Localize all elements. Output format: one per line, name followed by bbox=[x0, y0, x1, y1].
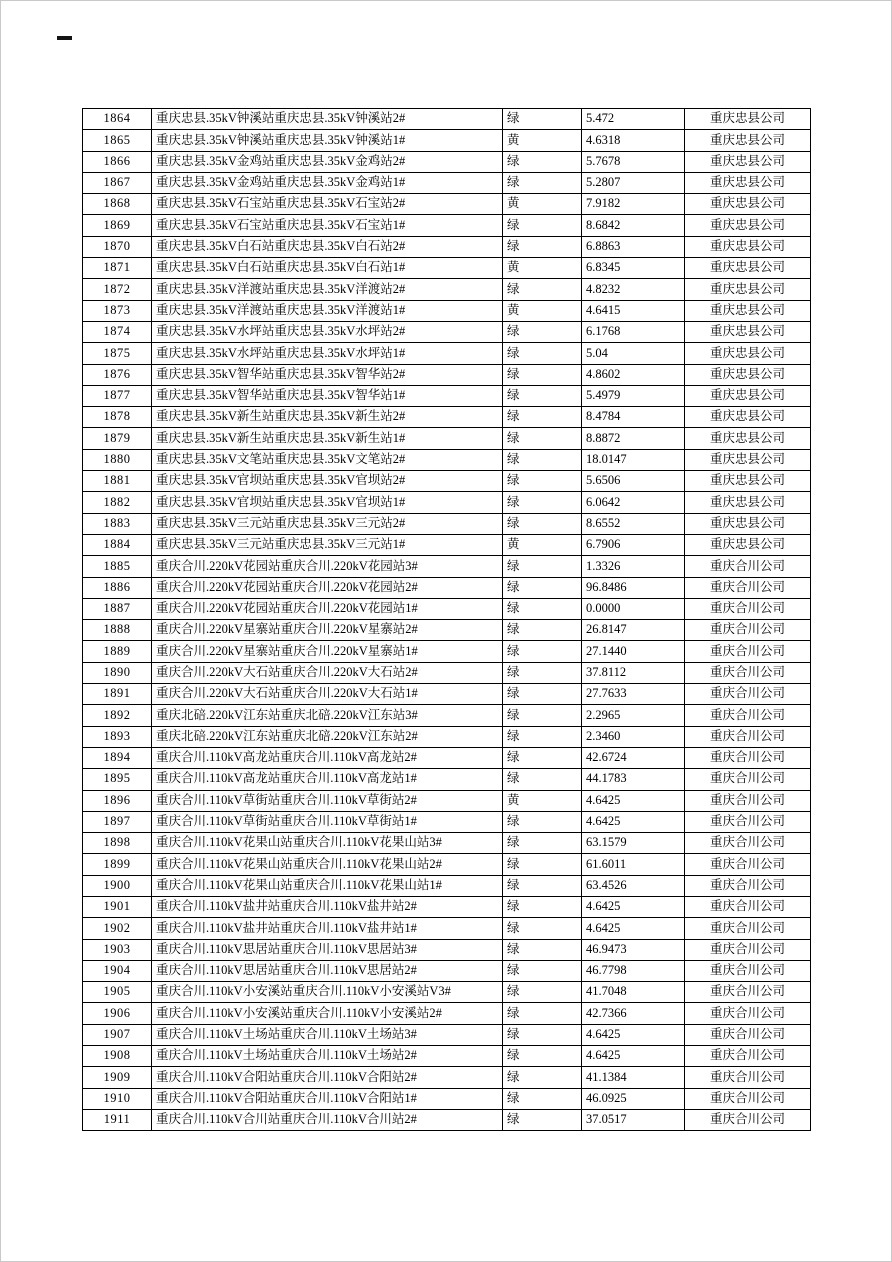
table-row bbox=[83, 130, 811, 151]
table-row bbox=[83, 1046, 811, 1067]
cell-description: 重庆忠县.35kV三元站重庆忠县.35kV三元站2# bbox=[152, 513, 503, 534]
substation-data-table bbox=[82, 108, 811, 1131]
table-row bbox=[83, 172, 811, 193]
cell-description: 重庆合川.110kV花果山站重庆合川.110kV花果山站1# bbox=[152, 875, 503, 896]
cell-company: 重庆合川公司 bbox=[685, 811, 811, 832]
cell-description: 重庆忠县.35kV石宝站重庆忠县.35kV石宝站1# bbox=[152, 215, 503, 236]
cell-description: 重庆合川.110kV高龙站重庆合川.110kV高龙站2# bbox=[152, 747, 503, 768]
cell-company: 重庆合川公司 bbox=[685, 1024, 811, 1045]
cell-row-id: 1870 bbox=[83, 236, 152, 257]
cell-description: 重庆忠县.35kV石宝站重庆忠县.35kV石宝站2# bbox=[152, 194, 503, 215]
cell-value: 44.1783 bbox=[582, 769, 685, 790]
cell-description: 重庆忠县.35kV钟溪站重庆忠县.35kV钟溪站1# bbox=[152, 130, 503, 151]
cell-company: 重庆合川公司 bbox=[685, 556, 811, 577]
cell-row-id: 1881 bbox=[83, 471, 152, 492]
cell-row-id: 1893 bbox=[83, 726, 152, 747]
cell-row-id: 1883 bbox=[83, 513, 152, 534]
cell-company: 重庆忠县公司 bbox=[685, 534, 811, 555]
cell-status: 绿 bbox=[503, 513, 582, 534]
cell-description: 重庆忠县.35kV金鸡站重庆忠县.35kV金鸡站1# bbox=[152, 172, 503, 193]
cell-company: 重庆合川公司 bbox=[685, 769, 811, 790]
cell-description: 重庆合川.110kV合阳站重庆合川.110kV合阳站2# bbox=[152, 1067, 503, 1088]
cell-value: 1.3326 bbox=[582, 556, 685, 577]
cell-status: 绿 bbox=[503, 492, 582, 513]
cell-value: 4.6425 bbox=[582, 811, 685, 832]
table-row bbox=[83, 449, 811, 470]
cell-status: 绿 bbox=[503, 620, 582, 641]
cell-value: 8.4784 bbox=[582, 407, 685, 428]
cell-description: 重庆忠县.35kV官坝站重庆忠县.35kV官坝站1# bbox=[152, 492, 503, 513]
cell-company: 重庆忠县公司 bbox=[685, 172, 811, 193]
cell-row-id: 1886 bbox=[83, 577, 152, 598]
cell-value: 5.472 bbox=[582, 109, 685, 130]
table-row bbox=[83, 790, 811, 811]
cell-description: 重庆合川.110kV小安溪站重庆合川.110kV小安溪站2# bbox=[152, 1003, 503, 1024]
cell-status: 绿 bbox=[503, 641, 582, 662]
cell-row-id: 1876 bbox=[83, 364, 152, 385]
cell-value: 46.9473 bbox=[582, 939, 685, 960]
cell-row-id: 1892 bbox=[83, 705, 152, 726]
cell-description: 重庆忠县.35kV水坪站重庆忠县.35kV水坪站2# bbox=[152, 321, 503, 342]
cell-value: 6.0642 bbox=[582, 492, 685, 513]
cell-status: 绿 bbox=[503, 343, 582, 364]
cell-company: 重庆忠县公司 bbox=[685, 492, 811, 513]
cell-description: 重庆忠县.35kV智华站重庆忠县.35kV智华站2# bbox=[152, 364, 503, 385]
cell-value: 5.2807 bbox=[582, 172, 685, 193]
cell-value: 96.8486 bbox=[582, 577, 685, 598]
cell-description: 重庆合川.220kV星寨站重庆合川.220kV星寨站2# bbox=[152, 620, 503, 641]
cell-status: 绿 bbox=[503, 109, 582, 130]
cell-row-id: 1872 bbox=[83, 279, 152, 300]
table-row bbox=[83, 811, 811, 832]
cell-company: 重庆忠县公司 bbox=[685, 343, 811, 364]
cell-value: 0.0000 bbox=[582, 598, 685, 619]
cell-row-id: 1891 bbox=[83, 684, 152, 705]
table-row bbox=[83, 1067, 811, 1088]
cell-value: 27.1440 bbox=[582, 641, 685, 662]
cell-value: 42.6724 bbox=[582, 747, 685, 768]
cell-company: 重庆合川公司 bbox=[685, 1088, 811, 1109]
cell-row-id: 1882 bbox=[83, 492, 152, 513]
table-row bbox=[83, 471, 811, 492]
cell-company: 重庆合川公司 bbox=[685, 577, 811, 598]
cell-company: 重庆合川公司 bbox=[685, 1109, 811, 1130]
cell-description: 重庆忠县.35kV钟溪站重庆忠县.35kV钟溪站2# bbox=[152, 109, 503, 130]
table-row bbox=[83, 641, 811, 662]
cell-description: 重庆北碚.220kV江东站重庆北碚.220kV江东站3# bbox=[152, 705, 503, 726]
table-row bbox=[83, 705, 811, 726]
cell-status: 绿 bbox=[503, 875, 582, 896]
cell-value: 37.8112 bbox=[582, 662, 685, 683]
cell-status: 绿 bbox=[503, 960, 582, 981]
table-row bbox=[83, 896, 811, 917]
cell-row-id: 1909 bbox=[83, 1067, 152, 1088]
cell-company: 重庆合川公司 bbox=[685, 896, 811, 917]
cell-company: 重庆合川公司 bbox=[685, 790, 811, 811]
table-row bbox=[83, 854, 811, 875]
cell-company: 重庆合川公司 bbox=[685, 747, 811, 768]
cell-status: 绿 bbox=[503, 172, 582, 193]
cell-row-id: 1890 bbox=[83, 662, 152, 683]
cell-status: 绿 bbox=[503, 726, 582, 747]
cell-value: 5.04 bbox=[582, 343, 685, 364]
table-row bbox=[83, 556, 811, 577]
cell-row-id: 1879 bbox=[83, 428, 152, 449]
cell-row-id: 1885 bbox=[83, 556, 152, 577]
cell-status: 绿 bbox=[503, 1109, 582, 1130]
cell-company: 重庆合川公司 bbox=[685, 918, 811, 939]
cell-company: 重庆合川公司 bbox=[685, 1067, 811, 1088]
page-artifact-mark bbox=[57, 36, 72, 40]
cell-row-id: 1889 bbox=[83, 641, 152, 662]
cell-value: 26.8147 bbox=[582, 620, 685, 641]
cell-status: 黄 bbox=[503, 194, 582, 215]
table-row bbox=[83, 534, 811, 555]
cell-description: 重庆忠县.35kV白石站重庆忠县.35kV白石站1# bbox=[152, 258, 503, 279]
table-row bbox=[83, 684, 811, 705]
table-row bbox=[83, 492, 811, 513]
cell-row-id: 1877 bbox=[83, 385, 152, 406]
cell-value: 2.3460 bbox=[582, 726, 685, 747]
cell-company: 重庆合川公司 bbox=[685, 939, 811, 960]
table-row bbox=[83, 939, 811, 960]
cell-row-id: 1907 bbox=[83, 1024, 152, 1045]
cell-value: 61.6011 bbox=[582, 854, 685, 875]
cell-value: 8.8872 bbox=[582, 428, 685, 449]
table-row bbox=[83, 1024, 811, 1045]
cell-value: 18.0147 bbox=[582, 449, 685, 470]
cell-company: 重庆忠县公司 bbox=[685, 236, 811, 257]
cell-row-id: 1903 bbox=[83, 939, 152, 960]
cell-description: 重庆忠县.35kV洋渡站重庆忠县.35kV洋渡站2# bbox=[152, 279, 503, 300]
cell-status: 绿 bbox=[503, 1003, 582, 1024]
cell-status: 绿 bbox=[503, 428, 582, 449]
cell-row-id: 1896 bbox=[83, 790, 152, 811]
cell-description: 重庆合川.220kV花园站重庆合川.220kV花园站2# bbox=[152, 577, 503, 598]
cell-description: 重庆忠县.35kV金鸡站重庆忠县.35kV金鸡站2# bbox=[152, 151, 503, 172]
cell-value: 4.6425 bbox=[582, 918, 685, 939]
cell-row-id: 1900 bbox=[83, 875, 152, 896]
cell-row-id: 1902 bbox=[83, 918, 152, 939]
cell-value: 4.8232 bbox=[582, 279, 685, 300]
cell-description: 重庆合川.220kV花园站重庆合川.220kV花园站1# bbox=[152, 598, 503, 619]
cell-row-id: 1911 bbox=[83, 1109, 152, 1130]
cell-row-id: 1871 bbox=[83, 258, 152, 279]
cell-company: 重庆忠县公司 bbox=[685, 151, 811, 172]
cell-status: 绿 bbox=[503, 939, 582, 960]
cell-status: 绿 bbox=[503, 769, 582, 790]
cell-value: 42.7366 bbox=[582, 1003, 685, 1024]
cell-value: 46.0925 bbox=[582, 1088, 685, 1109]
cell-row-id: 1899 bbox=[83, 854, 152, 875]
cell-row-id: 1888 bbox=[83, 620, 152, 641]
cell-description: 重庆合川.110kV花果山站重庆合川.110kV花果山站2# bbox=[152, 854, 503, 875]
cell-status: 黄 bbox=[503, 790, 582, 811]
cell-row-id: 1887 bbox=[83, 598, 152, 619]
cell-description: 重庆合川.220kV花园站重庆合川.220kV花园站3# bbox=[152, 556, 503, 577]
cell-status: 绿 bbox=[503, 854, 582, 875]
cell-value: 63.4526 bbox=[582, 875, 685, 896]
cell-row-id: 1904 bbox=[83, 960, 152, 981]
cell-status: 绿 bbox=[503, 896, 582, 917]
cell-value: 6.7906 bbox=[582, 534, 685, 555]
table-row bbox=[83, 577, 811, 598]
cell-value: 2.2965 bbox=[582, 705, 685, 726]
table-row bbox=[83, 407, 811, 428]
cell-row-id: 1865 bbox=[83, 130, 152, 151]
cell-description: 重庆合川.110kV草街站重庆合川.110kV草街站2# bbox=[152, 790, 503, 811]
cell-value: 6.8863 bbox=[582, 236, 685, 257]
cell-company: 重庆忠县公司 bbox=[685, 407, 811, 428]
cell-value: 4.6425 bbox=[582, 1024, 685, 1045]
cell-company: 重庆合川公司 bbox=[685, 662, 811, 683]
cell-value: 4.6415 bbox=[582, 300, 685, 321]
cell-company: 重庆忠县公司 bbox=[685, 300, 811, 321]
table-row bbox=[83, 258, 811, 279]
cell-company: 重庆忠县公司 bbox=[685, 215, 811, 236]
table-row bbox=[83, 194, 811, 215]
cell-description: 重庆合川.110kV高龙站重庆合川.110kV高龙站1# bbox=[152, 769, 503, 790]
cell-description: 重庆忠县.35kV水坪站重庆忠县.35kV水坪站1# bbox=[152, 343, 503, 364]
cell-status: 黄 bbox=[503, 300, 582, 321]
cell-description: 重庆合川.110kV思居站重庆合川.110kV思居站2# bbox=[152, 960, 503, 981]
cell-value: 4.6425 bbox=[582, 1046, 685, 1067]
cell-description: 重庆合川.110kV土场站重庆合川.110kV土场站3# bbox=[152, 1024, 503, 1045]
cell-value: 63.1579 bbox=[582, 833, 685, 854]
cell-description: 重庆忠县.35kV智华站重庆忠县.35kV智华站1# bbox=[152, 385, 503, 406]
cell-status: 绿 bbox=[503, 215, 582, 236]
cell-description: 重庆合川.110kV合阳站重庆合川.110kV合阳站1# bbox=[152, 1088, 503, 1109]
cell-status: 绿 bbox=[503, 918, 582, 939]
cell-company: 重庆合川公司 bbox=[685, 598, 811, 619]
cell-row-id: 1868 bbox=[83, 194, 152, 215]
cell-status: 绿 bbox=[503, 705, 582, 726]
cell-value: 5.7678 bbox=[582, 151, 685, 172]
cell-company: 重庆忠县公司 bbox=[685, 194, 811, 215]
cell-company: 重庆合川公司 bbox=[685, 705, 811, 726]
cell-company: 重庆忠县公司 bbox=[685, 471, 811, 492]
cell-description: 重庆忠县.35kV文笔站重庆忠县.35kV文笔站2# bbox=[152, 449, 503, 470]
cell-value: 41.1384 bbox=[582, 1067, 685, 1088]
table-row bbox=[83, 1109, 811, 1130]
cell-company: 重庆忠县公司 bbox=[685, 513, 811, 534]
table-row bbox=[83, 598, 811, 619]
cell-company: 重庆忠县公司 bbox=[685, 279, 811, 300]
cell-company: 重庆忠县公司 bbox=[685, 258, 811, 279]
cell-company: 重庆合川公司 bbox=[685, 833, 811, 854]
cell-value: 8.6842 bbox=[582, 215, 685, 236]
cell-row-id: 1880 bbox=[83, 449, 152, 470]
cell-row-id: 1910 bbox=[83, 1088, 152, 1109]
cell-status: 绿 bbox=[503, 321, 582, 342]
table-row bbox=[83, 726, 811, 747]
cell-description: 重庆合川.110kV小安溪站重庆合川.110kV小安溪站V3# bbox=[152, 982, 503, 1003]
cell-status: 绿 bbox=[503, 598, 582, 619]
cell-status: 黄 bbox=[503, 534, 582, 555]
cell-company: 重庆忠县公司 bbox=[685, 428, 811, 449]
table-row bbox=[83, 343, 811, 364]
cell-row-id: 1898 bbox=[83, 833, 152, 854]
cell-status: 绿 bbox=[503, 471, 582, 492]
cell-status: 绿 bbox=[503, 747, 582, 768]
cell-value: 4.8602 bbox=[582, 364, 685, 385]
cell-status: 绿 bbox=[503, 385, 582, 406]
cell-value: 5.6506 bbox=[582, 471, 685, 492]
cell-company: 重庆合川公司 bbox=[685, 1003, 811, 1024]
cell-status: 黄 bbox=[503, 130, 582, 151]
cell-row-id: 1897 bbox=[83, 811, 152, 832]
cell-row-id: 1878 bbox=[83, 407, 152, 428]
cell-status: 绿 bbox=[503, 1088, 582, 1109]
table-row bbox=[83, 918, 811, 939]
cell-company: 重庆忠县公司 bbox=[685, 364, 811, 385]
cell-status: 绿 bbox=[503, 407, 582, 428]
cell-row-id: 1867 bbox=[83, 172, 152, 193]
table-row bbox=[83, 1088, 811, 1109]
cell-row-id: 1908 bbox=[83, 1046, 152, 1067]
cell-status: 绿 bbox=[503, 577, 582, 598]
table-row bbox=[83, 747, 811, 768]
table-row bbox=[83, 236, 811, 257]
cell-value: 5.4979 bbox=[582, 385, 685, 406]
cell-status: 绿 bbox=[503, 151, 582, 172]
table-row bbox=[83, 279, 811, 300]
cell-description: 重庆合川.220kV大石站重庆合川.220kV大石站1# bbox=[152, 684, 503, 705]
cell-description: 重庆合川.110kV土场站重庆合川.110kV土场站2# bbox=[152, 1046, 503, 1067]
cell-company: 重庆合川公司 bbox=[685, 620, 811, 641]
cell-status: 绿 bbox=[503, 684, 582, 705]
cell-status: 绿 bbox=[503, 449, 582, 470]
cell-status: 绿 bbox=[503, 982, 582, 1003]
cell-company: 重庆合川公司 bbox=[685, 641, 811, 662]
cell-company: 重庆合川公司 bbox=[685, 960, 811, 981]
cell-status: 绿 bbox=[503, 556, 582, 577]
table-row bbox=[83, 300, 811, 321]
cell-status: 绿 bbox=[503, 279, 582, 300]
cell-company: 重庆合川公司 bbox=[685, 982, 811, 1003]
table-row bbox=[83, 1003, 811, 1024]
cell-status: 黄 bbox=[503, 258, 582, 279]
cell-row-id: 1906 bbox=[83, 1003, 152, 1024]
cell-status: 绿 bbox=[503, 364, 582, 385]
table-row bbox=[83, 385, 811, 406]
cell-value: 6.8345 bbox=[582, 258, 685, 279]
cell-company: 重庆忠县公司 bbox=[685, 449, 811, 470]
cell-description: 重庆忠县.35kV白石站重庆忠县.35kV白石站2# bbox=[152, 236, 503, 257]
table-row bbox=[83, 875, 811, 896]
cell-description: 重庆忠县.35kV三元站重庆忠县.35kV三元站1# bbox=[152, 534, 503, 555]
cell-status: 绿 bbox=[503, 833, 582, 854]
cell-status: 绿 bbox=[503, 811, 582, 832]
cell-row-id: 1884 bbox=[83, 534, 152, 555]
cell-description: 重庆北碚.220kV江东站重庆北碚.220kV江东站2# bbox=[152, 726, 503, 747]
cell-value: 27.7633 bbox=[582, 684, 685, 705]
cell-value: 4.6425 bbox=[582, 896, 685, 917]
cell-value: 4.6425 bbox=[582, 790, 685, 811]
cell-status: 绿 bbox=[503, 236, 582, 257]
cell-value: 7.9182 bbox=[582, 194, 685, 215]
table-row bbox=[83, 662, 811, 683]
cell-row-id: 1875 bbox=[83, 343, 152, 364]
cell-description: 重庆忠县.35kV官坝站重庆忠县.35kV官坝站2# bbox=[152, 471, 503, 492]
table-row bbox=[83, 982, 811, 1003]
cell-row-id: 1874 bbox=[83, 321, 152, 342]
cell-row-id: 1905 bbox=[83, 982, 152, 1003]
cell-description: 重庆忠县.35kV新生站重庆忠县.35kV新生站1# bbox=[152, 428, 503, 449]
cell-value: 41.7048 bbox=[582, 982, 685, 1003]
cell-description: 重庆合川.220kV大石站重庆合川.220kV大石站2# bbox=[152, 662, 503, 683]
table-row bbox=[83, 833, 811, 854]
cell-row-id: 1873 bbox=[83, 300, 152, 321]
cell-description: 重庆合川.110kV草街站重庆合川.110kV草街站1# bbox=[152, 811, 503, 832]
cell-value: 37.0517 bbox=[582, 1109, 685, 1130]
cell-company: 重庆忠县公司 bbox=[685, 109, 811, 130]
cell-company: 重庆合川公司 bbox=[685, 875, 811, 896]
cell-description: 重庆忠县.35kV新生站重庆忠县.35kV新生站2# bbox=[152, 407, 503, 428]
cell-status: 绿 bbox=[503, 1046, 582, 1067]
cell-description: 重庆合川.110kV盐井站重庆合川.110kV盐井站2# bbox=[152, 896, 503, 917]
table-body bbox=[83, 109, 811, 1131]
cell-description: 重庆合川.110kV合川站重庆合川.110kV合川站2# bbox=[152, 1109, 503, 1130]
table-row bbox=[83, 620, 811, 641]
table-row bbox=[83, 109, 811, 130]
table-row bbox=[83, 513, 811, 534]
table-row bbox=[83, 428, 811, 449]
cell-row-id: 1864 bbox=[83, 109, 152, 130]
cell-status: 绿 bbox=[503, 662, 582, 683]
cell-company: 重庆忠县公司 bbox=[685, 130, 811, 151]
cell-description: 重庆合川.110kV花果山站重庆合川.110kV花果山站3# bbox=[152, 833, 503, 854]
cell-company: 重庆合川公司 bbox=[685, 854, 811, 875]
cell-value: 4.6318 bbox=[582, 130, 685, 151]
cell-row-id: 1869 bbox=[83, 215, 152, 236]
cell-row-id: 1894 bbox=[83, 747, 152, 768]
cell-description: 重庆合川.110kV盐井站重庆合川.110kV盐井站1# bbox=[152, 918, 503, 939]
cell-row-id: 1895 bbox=[83, 769, 152, 790]
cell-description: 重庆合川.110kV思居站重庆合川.110kV思居站3# bbox=[152, 939, 503, 960]
cell-row-id: 1866 bbox=[83, 151, 152, 172]
cell-description: 重庆忠县.35kV洋渡站重庆忠县.35kV洋渡站1# bbox=[152, 300, 503, 321]
table-row bbox=[83, 321, 811, 342]
table-row bbox=[83, 769, 811, 790]
cell-company: 重庆合川公司 bbox=[685, 1046, 811, 1067]
table-row bbox=[83, 960, 811, 981]
cell-status: 绿 bbox=[503, 1067, 582, 1088]
cell-status: 绿 bbox=[503, 1024, 582, 1045]
cell-company: 重庆忠县公司 bbox=[685, 385, 811, 406]
cell-description: 重庆合川.220kV星寨站重庆合川.220kV星寨站1# bbox=[152, 641, 503, 662]
cell-value: 8.6552 bbox=[582, 513, 685, 534]
table-row bbox=[83, 215, 811, 236]
cell-company: 重庆合川公司 bbox=[685, 726, 811, 747]
cell-company: 重庆合川公司 bbox=[685, 684, 811, 705]
table-row bbox=[83, 364, 811, 385]
cell-company: 重庆忠县公司 bbox=[685, 321, 811, 342]
table-row bbox=[83, 151, 811, 172]
cell-value: 46.7798 bbox=[582, 960, 685, 981]
cell-row-id: 1901 bbox=[83, 896, 152, 917]
cell-value: 6.1768 bbox=[582, 321, 685, 342]
